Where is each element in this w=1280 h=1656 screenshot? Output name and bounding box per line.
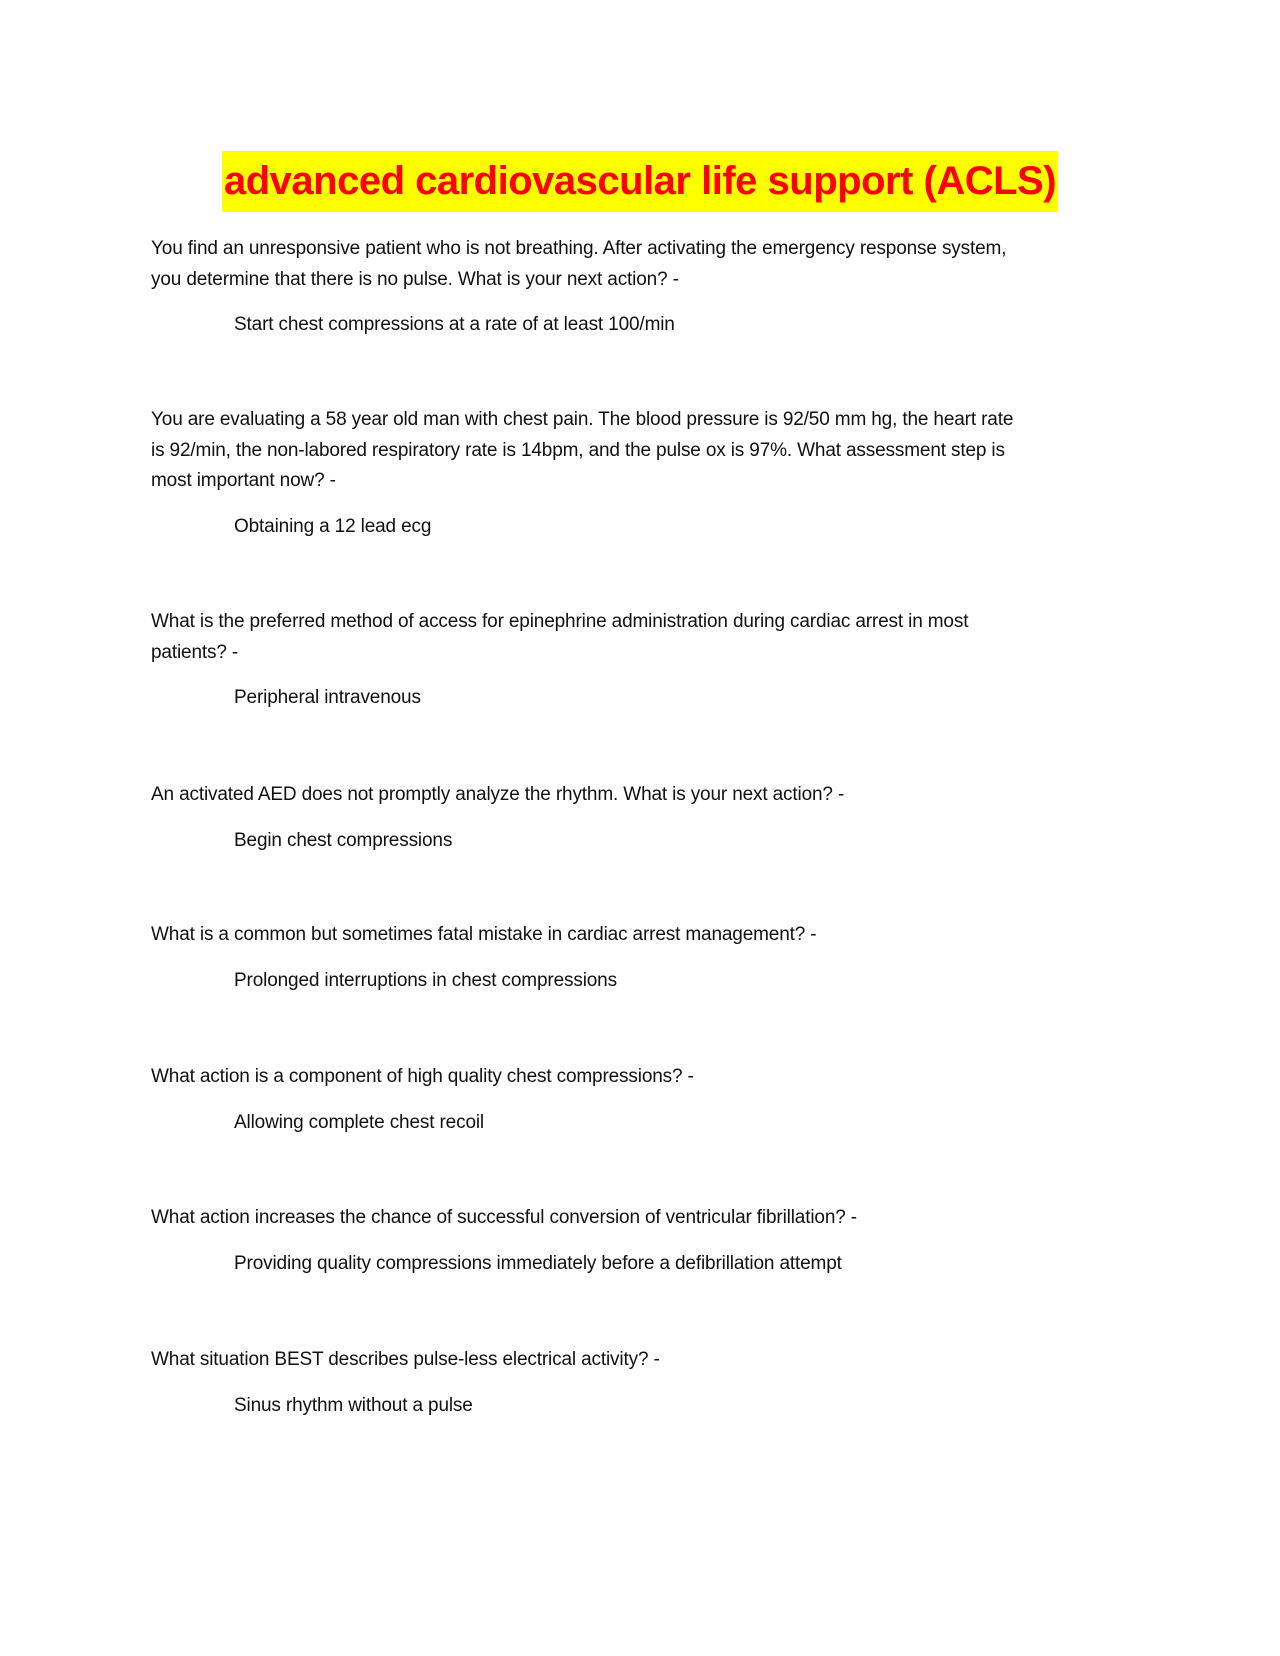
qa-item <box>151 780 1151 856</box>
qa-item <box>151 920 1151 996</box>
qa-item <box>151 405 1151 543</box>
question-line: What situation BEST describes pulse-less electrical activity? - <box>151 1349 660 1370</box>
question <box>151 920 1151 951</box>
question-line: You find an unresponsive patient who is not breathing. After activating the emergency response system, <box>151 238 1007 259</box>
qa-item <box>151 234 1151 341</box>
question-line: What is the preferred method of access for epinephrine administration during cardiac arrest in most <box>151 611 969 632</box>
question <box>151 405 1151 497</box>
question <box>151 607 1151 668</box>
document-title: advanced cardiovascular life support (ACLS) <box>222 151 1058 212</box>
question-line: patients? - <box>151 641 239 663</box>
answer: Sinus rhythm without a pulse <box>234 1394 473 1416</box>
question <box>151 1203 1151 1234</box>
answer: Providing quality compressions immediately before a defibrillation attempt <box>234 1252 842 1274</box>
question-line: is 92/min, the non-labored respiratory rate is 14bpm, and the pulse ox is 97%. What assessment step is <box>151 439 1005 461</box>
question-line: You are evaluating a 58 year old man with chest pain. The blood pressure is 92/50 mm hg, the heart rate <box>151 409 1014 430</box>
qa-item <box>151 1345 1151 1421</box>
question-line: What is a common but sometimes fatal mistake in cardiac arrest management? - <box>151 924 817 945</box>
answer: Peripheral intravenous <box>234 687 421 709</box>
title-container <box>0 151 1280 212</box>
question <box>151 1062 1151 1093</box>
question <box>151 780 1151 811</box>
answer: Obtaining a 12 lead ecg <box>234 516 432 538</box>
question-line: most important now? - <box>151 470 336 492</box>
question-line: you determine that there is no pulse. What is your next action? - <box>151 268 679 290</box>
question <box>151 1345 1151 1376</box>
answer: Prolonged interruptions in chest compressions <box>234 969 617 991</box>
answer: Begin chest compressions <box>234 829 453 851</box>
answer: Start chest compressions at a rate of at least 100/min <box>234 314 675 336</box>
question-line: An activated AED does not promptly analyze the rhythm. What is your next action? - <box>151 784 845 805</box>
qa-item <box>151 1062 1151 1138</box>
answer: Allowing complete chest recoil <box>234 1111 485 1133</box>
qa-item <box>151 1203 1151 1279</box>
qa-item <box>151 607 1151 714</box>
question-line: What action is a component of high quality chest compressions? - <box>151 1066 694 1087</box>
question-line: What action increases the chance of successful conversion of ventricular fibrillation? - <box>151 1207 857 1228</box>
question <box>151 234 1151 295</box>
